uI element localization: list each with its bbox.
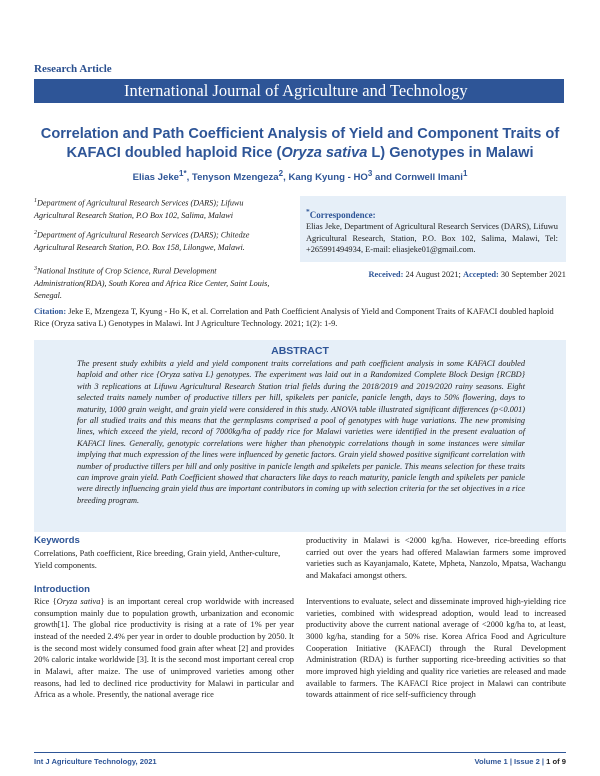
keywords-text: Correlations, Path coefficient, Rice breeding, Grain yield, Anther-culture, Yield components. bbox=[34, 549, 281, 570]
affiliation-2: $^2$Department of Agricultural Research Services (DARS); Chitedze Agricultural Research Station, P.O. Box 158, Lilongwe, Malawi. bbox=[34, 230, 250, 252]
correspondence-text: Elias Jeke, Department of Agricultural Research Services (DARS), Lifuwu Agricultural Research, Station, P.O. Box 102, Salima, Malawi, Tel: +265991494934, E-mail: eliasjeke01@gmail.com. bbox=[306, 222, 558, 255]
keywords-heading: Keywords bbox=[34, 535, 80, 546]
introduction-left-column: Rice {Oryza sativa} is an important cereal crop worldwide with increased consumption mainly due to population growth, urbanization and economic growth[1]. The global rice productivity is rising at a rate of 1% per year instead of the needed 2.4% per year in order to double production by 2050. It is the second most widely consumed food grain after wheat [2] and provides 20% caloric intake worldwide [3]. It is the second most important cereal crop in Malawi, after maize. The use of unimproved varieties among other reasons, had led to declined rice productivity for Malawi in particular and Africa as a whole. Presently, the national average rice bbox=[34, 597, 294, 700]
introduction-right-paragraph-1: productivity in Malawi is <2000 kg/ha. However, rice-breeding efforts carried out over the years had offered Malawian farmers some improved varieties such as Kayanjamalo, Katete, Mpheta, Nanzolo, Mpatsa, Wachangu and Makafaci amongst others. bbox=[306, 536, 566, 581]
abstract-heading: ABSTRACT bbox=[271, 345, 329, 357]
page-number: 1 of 9 bbox=[546, 757, 566, 766]
author-name: Kang Kyung - HO bbox=[288, 172, 368, 184]
abstract-text: The present study exhibits a yield and yield component traits correlations and path coefficient analysis in some KAFACI doubled haploid and other rice {Oryza sativa L} genotypes. The experiment was laid out in a Randomized Complete Block Design {RCBD} with 3 replications at Lifuwu Agricultural Research Station trial fields during the 2018/2019 and 2019/2020 rainy seasons. Eight selected traits namely number of productive tillers per hill, spikelets per panicle, panicle length, days to 50% flowering, days to maturity, 1000 grain weight, and grain yield were considered in this study. ANOVA table illustrated significant differences (p<0.001) for all studied traits and this means that the germplasms comprised a pool of genotypes with huge variations. The new promising lines, which exceed the yield, record of 7000kg/ha of paddy rice for Malawi varieties were identified in the present evaluation of KAFACI lines. Generally, genotypic correlations were higher than phenotypic correlations though in some instances were similar implying that much expression of the lines were influenced by genetic factors. Grain yield showed positive significant correlation with number of productive tillers per hill and only positive in panicle length and spikelets per panicle. This means selection for these traits can improve grain yield. Path Coefficient showed that characters like days to reach maturity, panicle length and spikelets per panicle were directly influencing grain yield thus are important contributors in coming up with selection criteria for the set objectives in a rice breeding program. bbox=[77, 359, 525, 505]
author-list: Elias Jeke$^{1*}$, Tenyson Mzengeza$^2$, Kang Kyung - $HO^3$ and Cornwell Imani$^1$ bbox=[132, 169, 468, 184]
citation: Citation: Jeke E, Mzengeza T, Kyung - Ho K, et al. Correlation and Path Coefficient Analysis of Yield and Component Traits of KAFACI doubled haploid Rice (Oryza sativa L) Genotypes in Malawi. Int J Agriculture Technology. 2021; 1(2): 1-9. bbox=[34, 307, 554, 328]
author-name: Cornwell Imani bbox=[394, 172, 463, 184]
footer-journal: Int J Agriculture Technology, 2021 bbox=[34, 757, 157, 766]
footer-divider bbox=[34, 752, 566, 753]
journal-banner bbox=[34, 79, 564, 103]
journal-name: International Journal of Agriculture and Technology bbox=[124, 81, 468, 100]
article-title bbox=[40, 125, 560, 163]
title-line-2: KAFACI doubled haploid Rice (Oryza sativa L) Genotypes in Malawi bbox=[66, 145, 534, 161]
introduction-heading: Introduction bbox=[34, 584, 90, 595]
publication-dates: Received: 24 August 2021; Accepted: 30 September 2021 bbox=[368, 270, 566, 279]
affiliation-3: $^3$National Institute of Crop Science, Rural Development Administration(RDA), South Korea and Africa Rice Center, Saint Louis, Senegal. bbox=[34, 266, 270, 300]
correspondence-heading: *Correspondence: bbox=[306, 207, 376, 220]
article-type-label: Research Article bbox=[34, 63, 112, 75]
author-name: Elias Jeke bbox=[132, 172, 180, 184]
footer-volume: Volume 1 | Issue 2 | 1 of 9 bbox=[474, 757, 566, 766]
title-line-1: Correlation and Path Coefficient Analysis of Yield and Component Traits of bbox=[40, 126, 560, 142]
affiliation-1: $^1$Department of Agricultural Research Services (DARS); Lifuwu Agricultural Research Station, P.O Box 102, Salima, Malawi bbox=[34, 198, 244, 220]
author-name: Tenyson Mzengeza bbox=[191, 172, 279, 184]
introduction-right-paragraph-2: Interventions to evaluate, select and disseminate improved high-yielding rice varieties, combined with widespread adoption, would lead to increased productivity above the current national average of <2000 kg/ha to, at least, 3000 kg/ha, standing for a 50% rise. Korea Africa Food and Agriculture Cooperation Initiative (KAFACI) through the Rural Development Administration (RDA) is further supporting rice-breeding activities so that more improved high yielding and quality rice varieties are released and made available to farmers. The KAFACI Rice project in Malawi can contribute towards attainment of rice self-sufficiency through bbox=[306, 597, 566, 700]
